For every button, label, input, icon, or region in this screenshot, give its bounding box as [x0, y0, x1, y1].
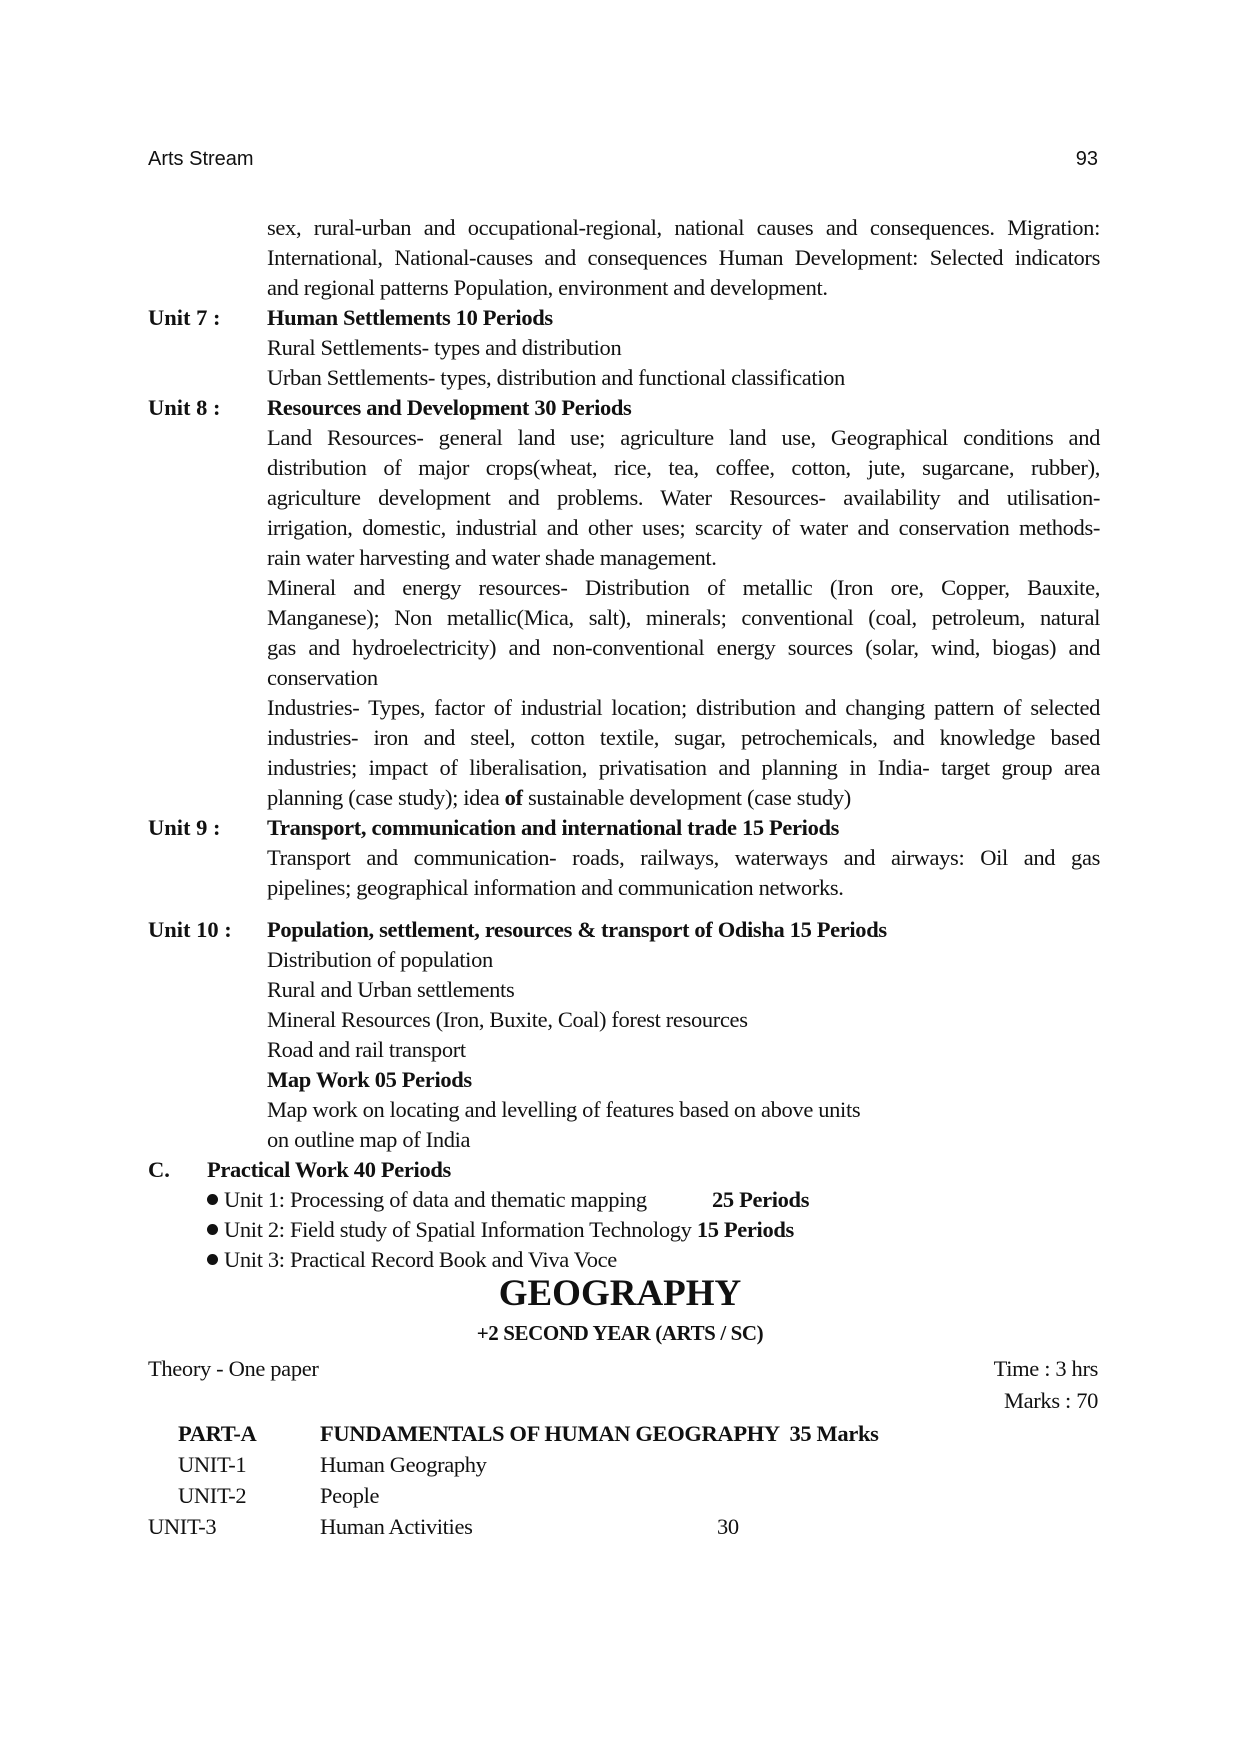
unit-1-topic: Human Geography [320, 1452, 487, 1477]
unit8-line-6: Mineral and energy resources- Distribution of metallic (Iron ore, Copper, Bauxite, [267, 575, 1100, 600]
unit8-line-13-bold: of [504, 785, 523, 810]
unit7-title: Human Settlements 10 Periods [267, 305, 553, 330]
practical-label: C. [148, 1157, 170, 1182]
unit8-line-13b: sustainable development (case study) [522, 785, 851, 810]
unit10-label: Unit 10 : [148, 917, 232, 942]
bullet-icon [207, 1254, 218, 1265]
geography-title: GEOGRAPHY [498, 1273, 742, 1314]
unit10-line-3: Mineral Resources (Iron, Buxite, Coal) forest resources [267, 1007, 748, 1032]
part-a-title: FUNDAMENTALS OF HUMAN GEOGRAPHY 35 Marks [320, 1421, 879, 1446]
map-work-line-2: on outline map of India [267, 1127, 471, 1152]
unit10-line-1: Distribution of population [267, 947, 493, 972]
unit-3-value: 30 [717, 1514, 739, 1539]
practical-item-2-text: Unit 2: Field study of Spatial Information Technology [224, 1217, 692, 1242]
unit10-line-4: Road and rail transport [267, 1037, 466, 1062]
running-header: Arts Stream [148, 148, 254, 170]
unit8-line-11: industries- iron and steel, cotton textile, sugar, petrochemicals, and knowledge based [267, 725, 1100, 750]
map-work-title: Map Work 05 Periods [267, 1067, 472, 1092]
unit8-title: Resources and Development 30 Periods [267, 395, 632, 420]
practical-item-1 [207, 1185, 647, 1215]
unit8-line-3: agriculture development and problems. Water Resources- availability and utilisation- [267, 485, 1100, 510]
unit8-line-7: Manganese); Non metallic(Mica, salt), minerals; conventional (coal, petroleum, natural [267, 605, 1100, 630]
unit-2-label: UNIT-2 [178, 1483, 247, 1508]
unit9-line-1: Transport and communication- roads, railways, waterways and airways: Oil and gas [267, 845, 1100, 870]
unit8-line-13 [267, 783, 851, 813]
unit9-title: Transport, communication and international trade 15 Periods [267, 815, 840, 840]
unit-2-topic: People [320, 1483, 380, 1508]
bullet-icon [207, 1224, 218, 1235]
unit9-line-2: pipelines; geographical information and communication networks. [267, 875, 844, 900]
unit8-line-9: conservation [267, 665, 378, 690]
part-a-label: PART-A [178, 1421, 257, 1446]
practical-title: Practical Work 40 Periods [207, 1157, 451, 1182]
bullet-icon [207, 1194, 218, 1205]
theory-label: Theory - One paper [148, 1356, 319, 1381]
unit-1-label: UNIT-1 [178, 1452, 247, 1477]
unit8-line-13a: planning (case study); idea [267, 785, 505, 810]
unit10-line-2: Rural and Urban settlements [267, 977, 515, 1002]
unit7-line-1: Rural Settlements- types and distribution [267, 335, 622, 360]
time-label: Time : 3 hrs [993, 1356, 1098, 1381]
unit-3-topic: Human Activities [320, 1514, 473, 1539]
unit7-line-2: Urban Settlements- types, distribution and functional classification [267, 365, 845, 390]
unit9-label: Unit 9 : [148, 815, 221, 840]
continuation-line-1: sex, rural-urban and occupational-regional, national causes and consequences. Migration: [267, 215, 1100, 240]
geography-subtitle: +2 SECOND YEAR (ARTS / SC) [476, 1321, 764, 1345]
unit8-line-4: irrigation, domestic, industrial and other uses; scarcity of water and conservation methods- [267, 515, 1100, 540]
practical-item-3-text: Unit 3: Practical Record Book and Viva Voce [224, 1247, 617, 1272]
unit8-line-2: distribution of major crops(wheat, rice, tea, coffee, cotton, jute, sugarcane, rubber), [267, 455, 1100, 480]
unit-3-label: UNIT-3 [148, 1514, 217, 1539]
unit8-line-10: Industries- Types, factor of industrial location; distribution and changing pattern of selected [267, 695, 1100, 720]
practical-item-1-text: Unit 1: Processing of data and thematic mapping [224, 1187, 647, 1212]
page-number: 93 [1075, 148, 1098, 170]
unit8-line-1: Land Resources- general land use; agriculture land use, Geographical conditions and [267, 425, 1100, 450]
practical-item-1-periods: 25 Periods [712, 1187, 810, 1212]
unit8-label: Unit 8 : [148, 395, 221, 420]
practical-item-2-periods: 15 Periods [696, 1217, 794, 1242]
unit10-title: Population, settlement, resources & transport of Odisha 15 Periods [267, 917, 887, 942]
marks-label: Marks : 70 [1004, 1388, 1098, 1413]
unit7-label: Unit 7 : [148, 305, 221, 330]
practical-item-3 [207, 1245, 617, 1275]
unit8-line-5: rain water harvesting and water shade management. [267, 545, 717, 570]
unit8-line-8: gas and hydroelectricity) and non-conventional energy sources (solar, wind, biogas) and [267, 635, 1100, 660]
unit8-line-12: industries; impact of liberalisation, privatisation and planning in India- target group area [267, 755, 1100, 780]
map-work-line-1: Map work on locating and levelling of features based on above units [267, 1097, 861, 1122]
continuation-line-2: International, National-causes and consequences Human Development: Selected indicators [267, 245, 1100, 270]
practical-item-2 [207, 1215, 794, 1245]
continuation-line-3: and regional patterns Population, environment and development. [267, 275, 828, 300]
